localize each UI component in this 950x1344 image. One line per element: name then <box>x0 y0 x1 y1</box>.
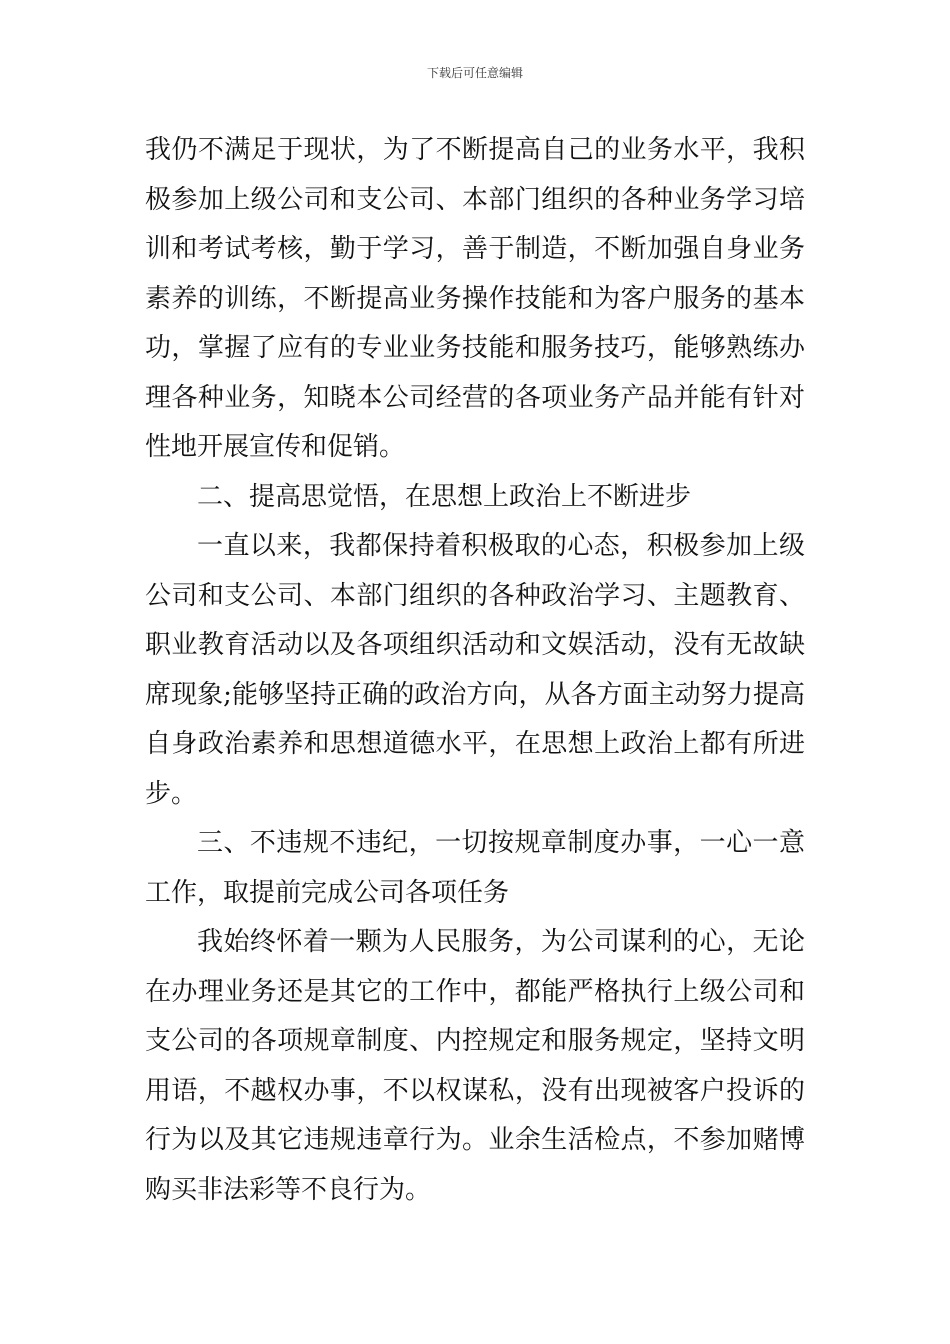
section-heading-3: 三、不违规不违纪，一切按规章制度办事，一心一意工作，取提前完成公司各项任务 <box>145 828 805 908</box>
paragraph-rules-compliance: 我始终怀着一颗为人民服务，为公司谋利的心，无论在办理业务还是其它的工作中，都能严格执行上级公司和支公司的各项规章制度、内控规定和服务规定，坚持文明用语，不越权办事，不以权谋私，没有出现被客户投诉的行为以及其它违规违章行为。业余生活检点，不参加赌博购买非法彩等不良行为。 <box>145 927 805 1205</box>
paragraph-political-study: 一直以来，我都保持着积极取的心态，积极参加上级公司和支公司、本部门组织的各种政治学习、主题教育、职业教育活动以及各项组织活动和文娱活动，没有无故缺席现象;能够坚持正确的政治方向，从各方面主动努力提高自身政治素养和思想道德水平，在思想上政治上都有所进步。 <box>145 531 805 809</box>
document-body <box>145 126 805 1215</box>
section-heading-2: 二、提高思觉悟，在思想上政治上不断进步 <box>197 481 692 512</box>
page-header: 下载后可任意编辑 <box>426 66 523 80</box>
paragraph-continuation: 我仍不满足于现状，为了不断提高自己的业务水平，我积极参加上级公司和支公司、本部门组织的各种业务学习培训和考试考核，勤于学习，善于制造，不断加强自身业务素养的训练，不断提高业务操作技能和为客户服务的基本功，掌握了应有的专业业务技能和服务技巧，能够熟练办理各种业务，知晓本公司经营的各项业务产品并能有针对性地开展宣传和促销。 <box>145 135 805 462</box>
